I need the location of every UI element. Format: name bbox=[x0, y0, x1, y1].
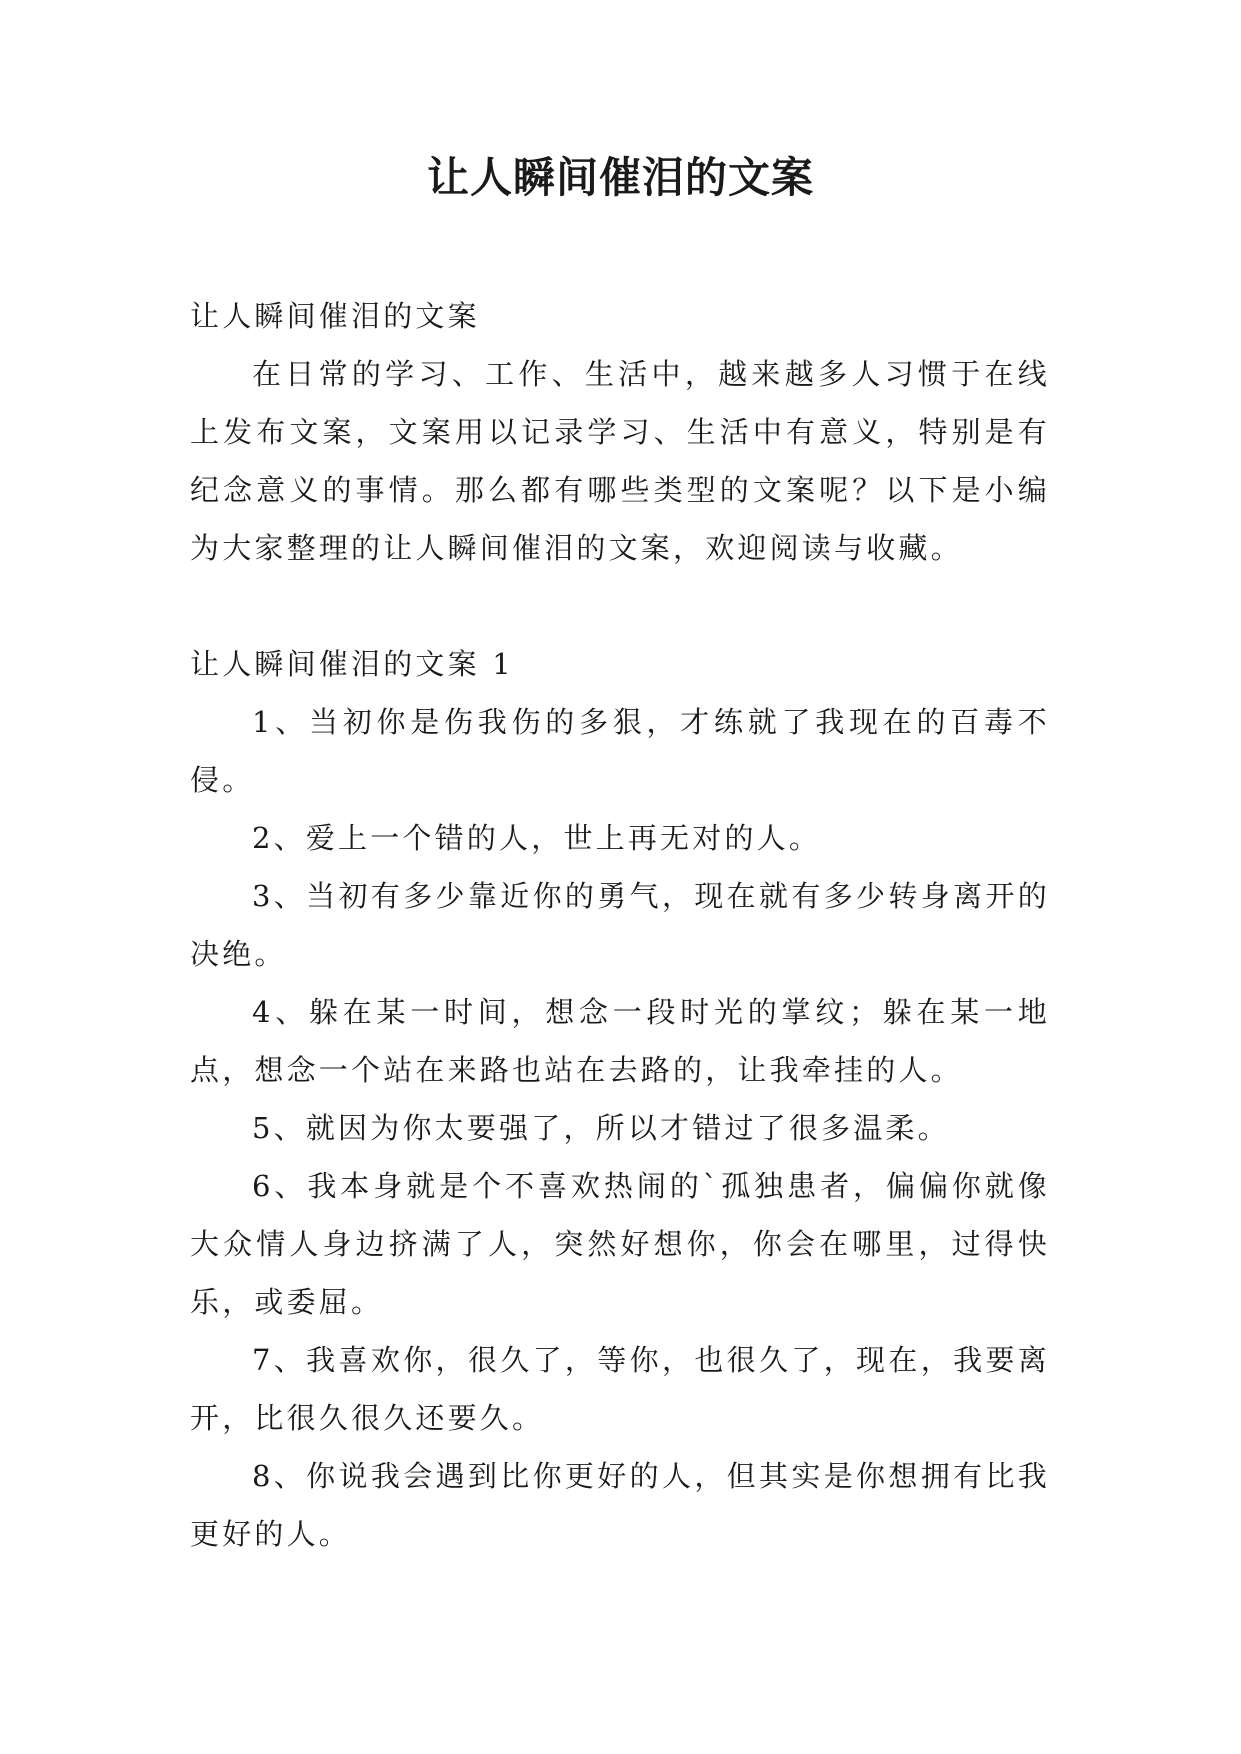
list-item: 7、我喜欢你，很久了，等你，也很久了，现在，我要离开，比很久很久还要久。 bbox=[190, 1343, 1050, 1435]
intro-paragraph: 在日常的学习、工作、生活中，越来越多人习惯于在线上发布文案，文案用以记录学习、生活中有意义，特别是有纪念意义的事情。那么都有哪些类型的文案呢？以下是小编为大家整理的让人瞬间催泪的文案，欢迎阅读与收藏。 bbox=[190, 357, 1050, 565]
list-item: 6、我本身就是个不喜欢热闹的`孤独患者，偏偏你就像大众情人身边挤满了人，突然好想你，你会在哪里，过得快乐，或委屈。 bbox=[190, 1169, 1050, 1319]
list-item: 5、就因为你太要强了，所以才错过了很多温柔。 bbox=[252, 1111, 950, 1145]
list-item: 8、你说我会遇到比你更好的人，但其实是你想拥有比我更好的人。 bbox=[190, 1459, 1050, 1551]
intro-block bbox=[190, 287, 1050, 577]
list-item: 1、当初你是伤我伤的多狠，才练就了我现在的百毒不侵。 bbox=[190, 705, 1050, 797]
list-item: 3、当初有多少靠近你的勇气，现在就有多少转身离开的决绝。 bbox=[190, 879, 1050, 971]
subtitle: 让人瞬间催泪的文案 bbox=[190, 299, 480, 333]
list-item: 2、爱上一个错的人，世上再无对的人。 bbox=[252, 821, 822, 855]
section-block bbox=[190, 635, 1050, 1563]
section-heading: 让人瞬间催泪的文案 1 bbox=[190, 647, 514, 681]
document-title: 让人瞬间催泪的文案 bbox=[426, 153, 814, 202]
list-item: 4、躲在某一时间，想念一段时光的掌纹；躲在某一地点，想念一个站在来路也站在去路的，让我牵挂的人。 bbox=[190, 995, 1050, 1087]
